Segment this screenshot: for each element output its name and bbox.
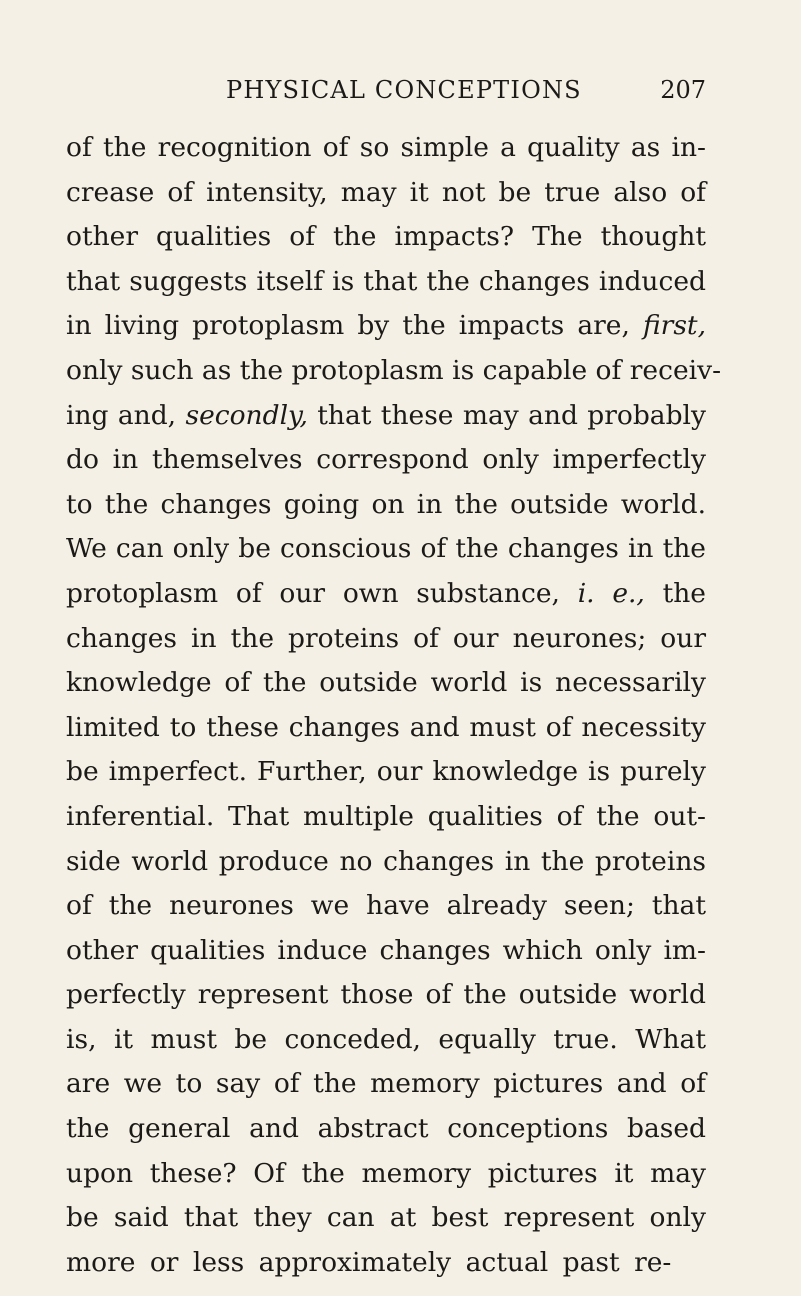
running-head (66, 76, 706, 112)
text-line: only such as the protoplasm is capable of receiv- (66, 354, 722, 386)
text-line: crease of intensity, may it not be true also of (66, 176, 706, 208)
text-line: of the neurones we have already seen; that (66, 890, 706, 922)
text-line: is, it must be conceded, equally true. What (66, 1023, 706, 1055)
text-line: do in themselves correspond only imperfectly (66, 444, 706, 476)
text-line: in living protoplasm by the impacts are, first, (66, 310, 706, 342)
text-line: other qualities of the impacts? The thought (66, 221, 706, 253)
text-line: to the changes going on in the outside world. (66, 488, 706, 520)
text-line: be imperfect. Further, our knowledge is purely (66, 756, 706, 788)
text-line: ing and, secondly, that these may and probably (66, 399, 707, 431)
emphasis-first: first, (642, 310, 706, 342)
text-line: inferential. That multiple qualities of the out- (66, 800, 706, 832)
text-line: of the recognition of so simple a quality as in- (66, 132, 706, 163)
running-title: PHYSICAL CONCEPTIONS (226, 76, 582, 104)
body-text (66, 126, 722, 1285)
emphasis-ie: i. e., (577, 577, 645, 609)
text-line: upon these? Of the memory pictures it may (66, 1157, 706, 1189)
text-line: other qualities induce changes which only im- (66, 934, 706, 966)
text-line: the general and abstract conceptions based (66, 1113, 706, 1145)
text-line: knowledge of the outside world is necessarily (66, 667, 706, 699)
text-line: protoplasm of our own substance, i. e., the (66, 577, 706, 609)
text-line: changes in the proteins of our neurones; our (66, 622, 706, 654)
page-number: 207 (660, 76, 706, 104)
text-line: perfectly represent those of the outside world (66, 979, 706, 1011)
text-line: We can only be conscious of the changes in the (66, 533, 706, 565)
text-line: be said that they can at best represent only (66, 1202, 706, 1234)
text-line: limited to these changes and must of necessity (66, 711, 706, 743)
text-line: side world produce no changes in the proteins (66, 845, 706, 877)
text-line: that suggests itself is that the changes induced (66, 265, 706, 297)
text-line: are we to say of the memory pictures and of (66, 1068, 706, 1100)
emphasis-secondly: secondly, (185, 399, 308, 431)
text-line: more or less approximately actual past re- (66, 1246, 672, 1278)
